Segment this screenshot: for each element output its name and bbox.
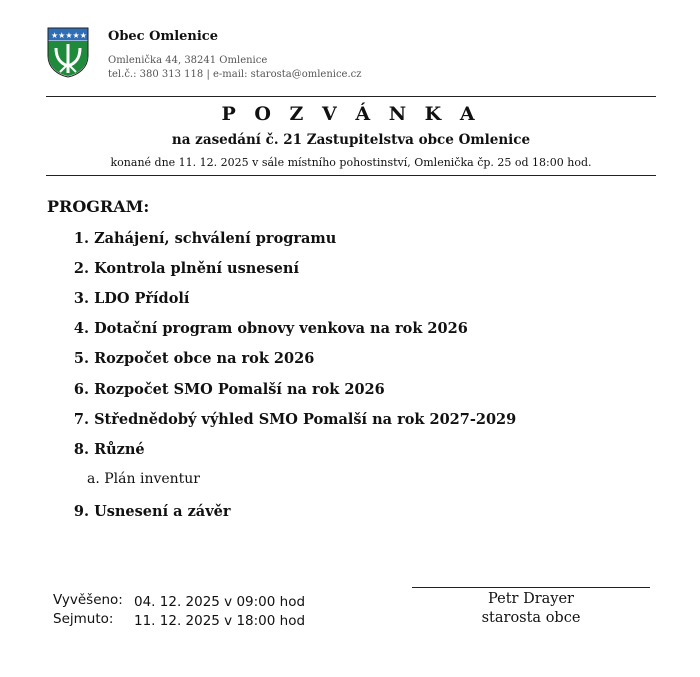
agenda-item-text: Kontrola plnění usnesení (94, 260, 299, 277)
agenda-item-text: Rozpočet obce na rok 2026 (94, 350, 315, 367)
document-title: P O Z V Á N K A (221, 103, 481, 125)
agenda-item-text: LDO Přídolí (94, 290, 190, 307)
removed-value: 11. 12. 2025 v 18:00 hod (134, 613, 306, 629)
signature-line (412, 587, 650, 588)
agenda-item-number: 8. (73, 441, 89, 458)
letterhead (46, 26, 656, 96)
removed-label: Sejmuto: (53, 611, 114, 627)
agenda-subitem-label: a. (87, 471, 100, 487)
agenda-item (46, 411, 516, 428)
agenda-item (46, 381, 385, 398)
agenda-subitem (87, 471, 200, 487)
meeting-subtitle: na zasedání č. 21 Zastupitelstva obce Omlenice (171, 132, 531, 148)
agenda-item-number: 2. (73, 260, 89, 277)
agenda-item-number: 1. (73, 230, 89, 247)
agenda-item-text: Dotační program obnovy venkova na rok 2026 (94, 320, 468, 337)
agenda-item-number: 4. (73, 320, 89, 337)
agenda-item-text: Zahájení, schválení programu (94, 230, 337, 247)
agenda-item-text: Různé (94, 441, 145, 458)
agenda-item (46, 260, 299, 277)
posting-labels (53, 591, 123, 629)
coat-of-arms-icon (46, 26, 90, 78)
agenda-item (46, 290, 189, 307)
organization-address: Omlenička 44, 38241 Omlenice (108, 55, 268, 66)
title-divider (46, 175, 656, 176)
organization-contact: tel.č.: 380 313 118 | e-mail: starosta@omlenice.cz (108, 69, 362, 80)
signature-role: starosta obce (481, 610, 581, 626)
agenda-item (46, 503, 231, 520)
meeting-details: konané dne 11. 12. 2025 v sále místního pohostinství, Omlenička čp. 25 od 18:00 hod. (110, 156, 592, 169)
agenda-item-number: 9. (73, 503, 89, 520)
program-heading: PROGRAM: (47, 197, 150, 216)
agenda-item (46, 350, 314, 367)
svg-text:★★★★★: ★★★★★ (51, 31, 87, 40)
agenda-subitem-text: Plán inventur (104, 471, 201, 487)
agenda-item-text: Rozpočet SMO Pomalší na rok 2026 (94, 381, 385, 398)
agenda-item (46, 320, 468, 337)
signature-name: Petr Drayer (488, 591, 574, 607)
organization-name: Obec Omlenice (108, 29, 218, 44)
agenda-item-number: 7. (73, 411, 89, 428)
agenda-item-number: 6. (73, 381, 89, 398)
posted-label: Vyvěšeno: (53, 592, 123, 608)
posted-value: 04. 12. 2025 v 09:00 hod (134, 594, 306, 610)
posting-values (134, 593, 305, 631)
agenda-item-number: 5. (73, 350, 89, 367)
agenda-item-text: Usnesení a závěr (94, 503, 231, 520)
agenda-item (46, 230, 336, 247)
agenda-item-number: 3. (73, 290, 89, 307)
agenda-item-text: Střednědobý výhled SMO Pomalší na rok 2027-2029 (94, 411, 517, 428)
header-divider (46, 96, 656, 97)
agenda-item (46, 441, 145, 458)
